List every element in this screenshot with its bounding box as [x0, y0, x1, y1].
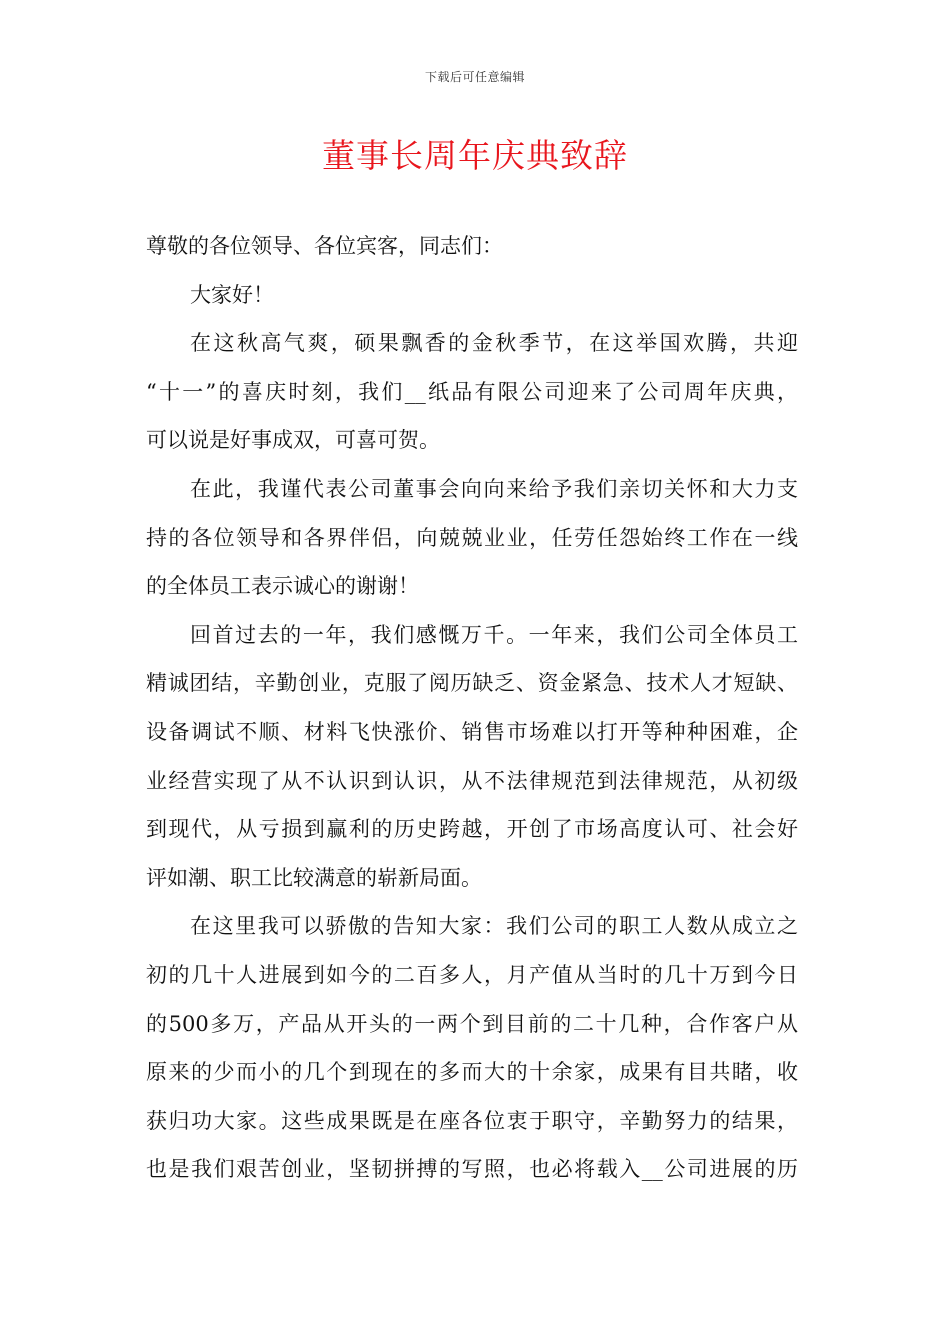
greeting-line: 大家好！: [190, 282, 274, 307]
paragraph-3-line-5: 到现代，从亏损到赢利的历史跨越，开创了市场高度认可、社会好: [146, 817, 798, 842]
paragraph-3-line-6: 评如潮、职工比较满意的崭新局面。: [146, 865, 482, 890]
paragraph-2-line-3: 的全体员工表示诚心的谢谢！: [146, 574, 419, 599]
paragraph-3-line-4: 业经营实现了从不认识到认识，从不法律规范到法律规范，从初级: [146, 768, 798, 793]
paragraph-3-line-1: 回首过去的一年，我们感慨万千。一年来，我们公司全体员工: [190, 622, 798, 647]
paragraph-1-line-3: 可以说是好事成双，可喜可贺。: [146, 428, 440, 453]
document-title: 董事长周年庆典致辞: [322, 136, 628, 175]
document-body: [146, 222, 798, 1194]
paragraph-2-line-2: 持的各位领导和各界伴侣，向兢兢业业，任劳任怨始终工作在一线: [146, 525, 798, 550]
paragraph-4-line-3: 的500多万，产品从开头的一两个到目前的二十几种，合作客户从: [146, 1011, 798, 1036]
paragraph-1-line-2: “十一”的喜庆时刻，我们__纸品有限公司迎来了公司周年庆典，: [146, 379, 798, 404]
paragraph-4-line-4: 原来的少而小的几个到现在的多而大的十余家，成果有目共睹，收: [146, 1060, 798, 1085]
paragraph-3-line-3: 设备调试不顺、材料飞快涨价、销售市场难以打开等种种困难，企: [146, 719, 798, 744]
paragraph-4-line-2: 初的几十人进展到如今的二百多人，月产值从当时的几十万到今日: [146, 962, 798, 987]
salutation-line: 尊敬的各位领导、各位宾客，同志们：: [146, 234, 503, 258]
paragraph-4-line-6: 也是我们艰苦创业，坚韧拼搏的写照，也必将载入__公司进展的历: [146, 1157, 798, 1182]
paragraph-3-line-2: 精诚团结，辛勤创业，克服了阅历缺乏、资金紧急、技术人才短缺、: [146, 671, 798, 696]
paragraph-1-line-1: 在这秋高气爽，硕果飘香的金秋季节，在这举国欢腾，共迎: [190, 331, 798, 356]
paragraph-4-line-5: 获归功大家。这些成果既是在座各位衷于职守，辛勤努力的结果，: [146, 1108, 798, 1133]
paragraph-4-line-1: 在这里我可以骄傲的告知大家：我们公司的职工人数从成立之: [190, 914, 798, 939]
header-note: 下载后可任意编辑: [424, 70, 525, 84]
paragraph-2-line-1: 在此，我谨代表公司董事会向向来给予我们亲切关怀和大力支: [190, 476, 798, 501]
